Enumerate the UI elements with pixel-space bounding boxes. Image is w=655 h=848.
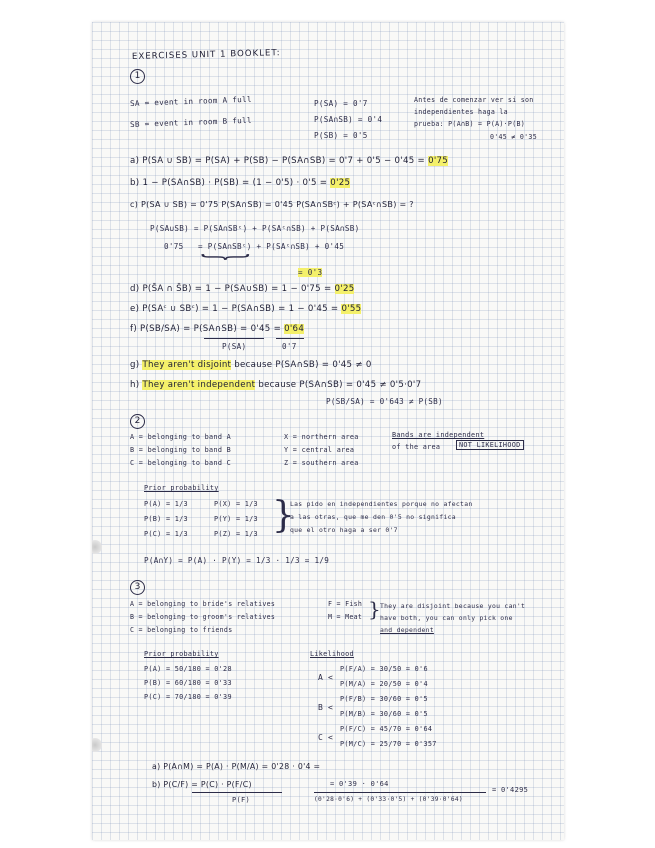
ex2-p-b: P(B) = 1/3: [144, 515, 188, 523]
ex1-answer-f: [130, 324, 304, 334]
independence-note-1: Antes de comenzar ver si son: [414, 96, 534, 104]
p-sb: P(SB) = 0'5: [314, 131, 368, 140]
branch-icon: <: [328, 673, 334, 682]
p-sa: P(SA) = 0'7: [314, 99, 368, 108]
ex1-answer-f-text: f) P(SB/SA) = P(SA∩SB) = 0'45 =: [130, 324, 285, 334]
curly-brace: }: [272, 495, 295, 536]
ex1-answer-d-result: 0'25: [334, 284, 355, 294]
notebook-page: [92, 22, 564, 840]
page-title: EXERCISES UNIT 1 BOOKLET:: [131, 48, 281, 62]
sb-definition: SB = event in room B full: [129, 115, 252, 129]
group-c-definition: C = belonging to friends: [130, 626, 233, 634]
band-c-definition: C = belonging to band C: [130, 459, 232, 467]
ex1-answer-e-result: 0'55: [341, 304, 362, 314]
ex1-answer-g: [130, 360, 372, 370]
ex3-prior-title: Prior probability: [144, 650, 219, 658]
ex3-note-2: have both, you can only pick one: [380, 614, 513, 622]
likelihood-label-a: A: [318, 673, 324, 682]
ex1-h-line-2: P(SB/SA) = 0'643 ≠ P(SB): [326, 397, 443, 406]
p-m-given-c: P(M/C) = 25/70 = 0'357: [340, 740, 437, 748]
ex1-answer-b-result: 0'25: [330, 178, 351, 188]
ex3-answer-a: a) P(A∩M) = P(A) · P(M/A) = 0'28 · 0'4 =: [152, 762, 321, 771]
branch-icon: <: [328, 703, 334, 712]
ex1-answer-e: [130, 304, 361, 314]
ex1-c-step-2a: 0'75: [164, 242, 184, 251]
fraction-bar: [276, 338, 304, 339]
ex2-note-1: Bands are independent: [392, 431, 485, 439]
punch-hole: [92, 738, 102, 752]
ex3-answer-b-denominator-2: (0'28·0'6) + (0'33·0'5) + (0'39·0'64): [314, 796, 463, 803]
likelihood-label-b: B: [318, 703, 324, 712]
ex1-answer-h-label: h): [130, 380, 143, 390]
ex2-prior-note-3: que el otro haga a ser 0'7: [290, 526, 398, 534]
ex1-answer-b-text: b) 1 − P(SA∩SB) · P(SB) = (1 − 0'5) · 0'5 =: [130, 178, 331, 188]
band-a-definition: A = belonging to band A: [130, 433, 232, 441]
ex3-note-3: and dependent: [380, 626, 434, 634]
ex2-prior-note-1: Las pido en independientes porque no afectan: [290, 500, 473, 508]
ex1-c-step-1: P(SA∪SB) = P(SA∩SBᶜ) + P(SAᶜ∩SB) + P(SA∩SB): [150, 224, 360, 233]
independence-note-3: prueba: P(A∩B) = P(A)·P(B): [414, 120, 526, 128]
area-z-definition: Z = southern area: [284, 459, 359, 467]
ex3-p-b: P(B) = 60/180 = 0'33: [144, 679, 232, 687]
ex1-answer-c: c) P(SA ∪ SB) = 0'75 P(SA∩SB) = 0'45 P(SA∩SBᶜ) + P(SAᶜ∩SB) = ?: [130, 200, 414, 209]
exercise-3-number: 3: [130, 580, 145, 595]
ex1-answer-a-result: 0'75: [428, 156, 449, 166]
ex1-answer-a-text: a) P(SA ∪ SB) = P(SA) + P(SB) − P(SA∩SB) = 0'7 + 0'5 − 0'45 =: [130, 156, 429, 166]
ex1-answer-b: [130, 178, 350, 188]
ex2-prior-note-2: a las otras, que me den 0'5 no significa: [290, 513, 456, 521]
ex3-note-1: They are disjoint because you can't: [380, 602, 526, 610]
ex2-note-2: of the area: [392, 443, 441, 451]
p-m-given-a: P(M/A) = 20/50 = 0'4: [340, 680, 428, 688]
curly-brace: }: [368, 597, 381, 621]
p-f-given-a: P(F/A) = 30/50 = 0'6: [340, 665, 428, 673]
ex2-p-c: P(C) = 1/3: [144, 530, 188, 538]
ex1-answer-h: [130, 380, 421, 390]
ex2-prior-title: Prior probability: [144, 484, 219, 492]
ex2-p-z: P(Z) = 1/3: [214, 530, 258, 538]
ex1-answer-g-highlight: They aren't disjoint: [142, 360, 232, 370]
ex3-p-c: P(C) = 70/180 = 0'39: [144, 693, 232, 701]
fraction-bar: [192, 792, 282, 793]
ex1-answer-h-text: because P(SA∩SB) = 0'45 ≠ 0'5·0'7: [255, 380, 422, 390]
meat-definition: M = Meat: [328, 613, 363, 621]
ex3-likelihood-title: Likelihood: [310, 650, 354, 658]
ex1-answer-h-highlight: They aren't independent: [142, 380, 256, 390]
group-b-definition: B = belonging to groom's relatives: [130, 613, 276, 621]
exercise-2-number: 2: [130, 414, 145, 429]
ex1-c-result-value: = 0'3: [298, 268, 323, 277]
curly-brace: }: [196, 252, 258, 262]
fraction-bar: [204, 338, 264, 339]
ex1-c-result: [298, 268, 322, 277]
ex1-f-denominator-2: 0'7: [282, 342, 297, 351]
area-y-definition: Y = central area: [284, 446, 355, 454]
fish-definition: F = Fish: [328, 600, 363, 608]
ex1-answer-a: [130, 156, 448, 166]
ex1-answer-f-result: 0'64: [284, 324, 305, 334]
ex2-p-y: P(Y) = 1/3: [214, 515, 258, 523]
punch-hole: [92, 540, 102, 554]
ex3-answer-b-numerator: = 0'39 · 0'64: [330, 780, 389, 788]
likelihood-label-c: C: [318, 733, 324, 742]
exercise-1-number: 1: [130, 69, 145, 84]
p-f-given-b: P(F/B) = 30/60 = 0'5: [340, 695, 428, 703]
fraction-bar: [314, 792, 486, 793]
group-a-definition: A = belonging to bride's relatives: [130, 600, 276, 608]
area-x-definition: X = northern area: [284, 433, 359, 441]
ex3-answer-b: b) P(C/F) = P(C) · P(F/C): [152, 780, 252, 789]
ex1-c-step-2b: = P(SA∩SBᶜ) + P(SAᶜ∩SB) + 0'45: [198, 242, 345, 251]
ex1-answer-g-label: g): [130, 360, 143, 370]
band-b-definition: B = belonging to band B: [130, 446, 232, 454]
ex3-answer-b-denominator-1: P(F): [232, 796, 251, 804]
ex3-answer-b-result: = 0'4295: [492, 786, 529, 794]
independence-note-2: independientes haga la: [414, 108, 508, 116]
sa-definition: SA = event in room A full: [129, 94, 252, 108]
ex1-answer-e-text: e) P(SAᶜ ∪ SBᶜ) = 1 − P(SA∩SB) = 1 − 0'45 =: [130, 304, 342, 314]
ex2-result: P(A∩Y) = P(A) · P(Y) = 1/3 · 1/3 = 1/9: [144, 556, 330, 565]
ex1-answer-d-text: d) P(S̄A ∩ S̄B) = 1 − P(SA∪SB) = 1 − 0'75 =: [130, 284, 335, 294]
ex1-answer-g-text: because P(SA∩SB) = 0'45 ≠ 0: [231, 360, 372, 370]
ex2-p-a: P(A) = 1/3: [144, 500, 188, 508]
ex1-f-denominator-1: P(SA): [222, 342, 247, 351]
p-f-given-c: P(F/C) = 45/70 = 0'64: [340, 725, 433, 733]
ex1-answer-d: [130, 284, 354, 294]
not-likelihood-box: NOT LIKELIHOOD: [456, 440, 524, 450]
p-m-given-b: P(M/B) = 30/60 = 0'5: [340, 710, 428, 718]
independence-note-4: 0'45 ≠ 0'35: [490, 133, 537, 141]
p-sa-and-sb: P(SA∩SB) = 0'4: [314, 115, 383, 124]
ex2-p-x: P(X) = 1/3: [214, 500, 258, 508]
ex3-p-a: P(A) = 50/180 = 0'28: [144, 665, 232, 673]
branch-icon: <: [328, 733, 334, 742]
